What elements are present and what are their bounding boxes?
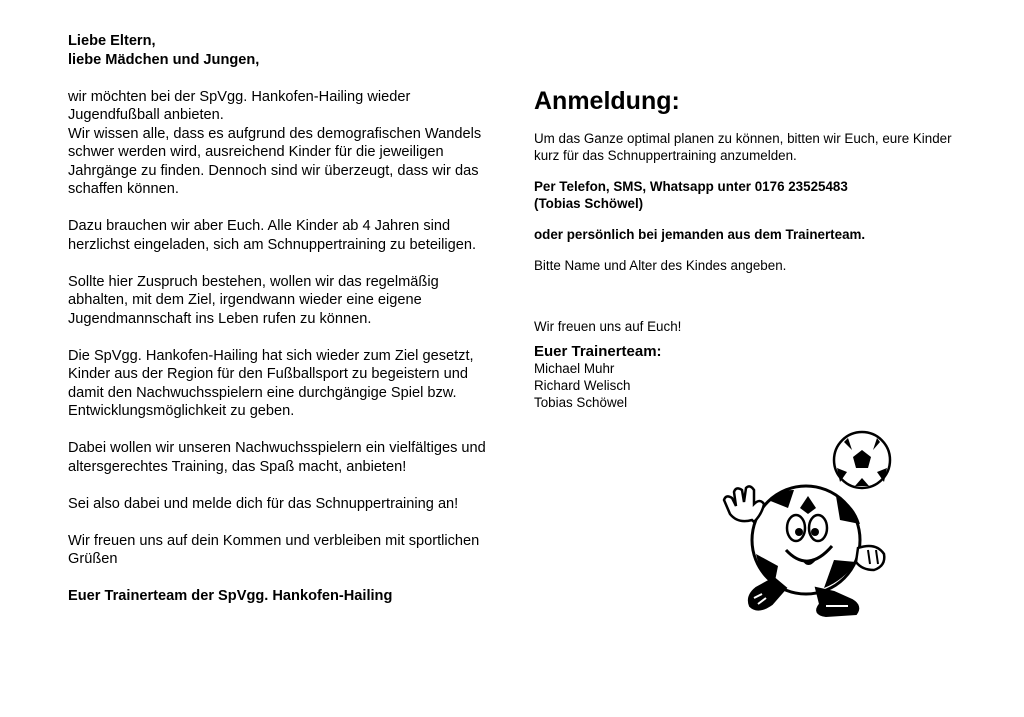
team-heading: Euer Trainerteam:	[534, 343, 662, 360]
registration-intro: Um das Ganze optimal planen zu können, bitten wir Euch, eure Kinder kurz für das Schnuppertraining anzumelden.	[534, 131, 952, 163]
team-member-2: Richard Welisch	[534, 378, 631, 393]
registration-title: Anmeldung:	[534, 87, 680, 115]
mascot-left-hand	[724, 486, 764, 522]
letter-column	[68, 32, 498, 624]
greeting-line-1: Liebe Eltern,	[68, 33, 156, 49]
letter-paragraph-training-offer: Dabei wollen wir unseren Nachwuchsspielern ein vielfältiges und altersgerechtes Training, das Spaß macht, anbieten!	[68, 440, 486, 475]
registration-column	[534, 86, 974, 411]
letter-paragraph-call-to-action: Sei also dabei und melde dich für das Schnuppertraining an!	[68, 495, 459, 512]
letter-paragraph-closing: Wir freuen uns auf dein Kommen und verbleiben mit sportlichen Grüßen	[68, 532, 480, 567]
letter-paragraph-invitation: Dazu brauchen wir aber Euch. Alle Kinder ab 4 Jahren sind herzlichst eingeladen, sich am Schnuppertraining zu beteiligen.	[68, 218, 477, 253]
mascot-right-hand	[856, 546, 884, 570]
mascot-body-ball	[752, 486, 860, 594]
cartoon-soccer-ball-mascot-icon	[716, 428, 902, 618]
registration-alternative: oder persönlich bei jemanden aus dem Trainerteam.	[534, 227, 866, 242]
contact-phone-line: Per Telefon, SMS, Whatsapp unter 0176 23525483	[534, 179, 848, 194]
registration-hint: Bitte Name und Alter des Kindes angeben.	[534, 258, 787, 273]
greeting-line-2: liebe Mädchen und Jungen,	[68, 51, 260, 68]
greeting	[68, 32, 498, 69]
registration-thanks: Wir freuen uns auf Euch!	[534, 319, 682, 334]
registration-contact	[534, 178, 974, 212]
letter-signature: Euer Trainerteam der SpVgg. Hankofen-Hailing	[68, 588, 393, 604]
mascot-left-shoe	[749, 578, 786, 610]
letter-paragraph-club-goal: Die SpVgg. Hankofen-Hailing hat sich wieder zum Ziel gesetzt, Kinder aus der Region für den Fußballsport zu begeistern und damit den Nachwuchsspielern eine durchgängige Spiel bzw. Entwicklungsmöglichkeit zu geben.	[68, 347, 474, 419]
soccer-mascot-illustration	[716, 428, 902, 618]
letter-paragraph-regular-training: Sollte hier Zuspruch bestehen, wollen wir das regelmäßig abhalten, mit dem Ziel, irgendwann wieder eine eigene Jugendmannschaft ins Leben rufen zu können.	[68, 273, 439, 327]
small-soccer-ball-icon	[834, 432, 890, 488]
letter-paragraph-intro: wir möchten bei der SpVgg. Hankofen-Hailing wieder Jugendfußball anbieten. Wir wissen alle, dass es aufgrund des demografischen Wandels schwer werden wird, ausreichend Kinder für die jeweiligen Jahrgänge zu finden. Dennoch sind wir überzeugt, dass wir das schaffen können.	[68, 88, 482, 197]
mascot-right-shoe	[816, 588, 858, 616]
team-member-3: Tobias Schöwel	[534, 395, 628, 410]
team-member-1: Michael Muhr	[534, 361, 615, 376]
contact-person-line: (Tobias Schöwel)	[534, 196, 644, 211]
